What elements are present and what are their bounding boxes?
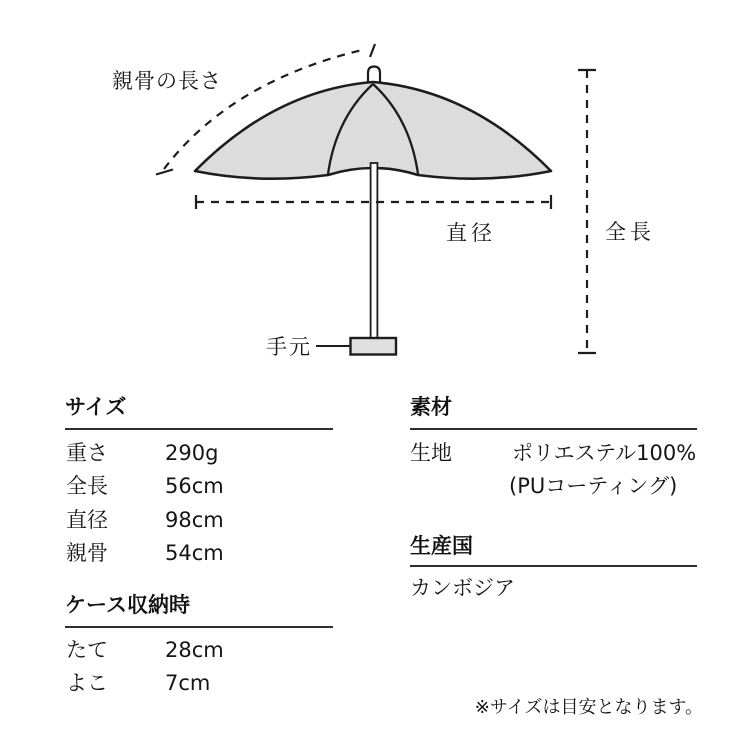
spec-value: 56cm — [165, 474, 224, 498]
diameter-label: 直径 — [446, 221, 496, 245]
origin-section-rule — [410, 565, 697, 567]
spec-label: 直径 — [66, 508, 108, 532]
size-disclaimer-footnote: ※サイズは目安となります。 — [474, 697, 703, 718]
spec-value: 54cm — [165, 541, 224, 565]
rib-length-arc-end-tick — [370, 44, 375, 57]
umbrella-shaft — [371, 163, 378, 339]
spec-value: ポリエステル100% — [512, 441, 697, 465]
case-section-heading: ケース収納時 — [65, 593, 190, 617]
spec-label: よこ — [66, 671, 108, 695]
material-section-rule — [410, 428, 697, 430]
spec-label: 重さ — [66, 441, 108, 465]
spec-label: たて — [66, 638, 108, 662]
handle-label: 手元 — [266, 335, 312, 359]
spec-value: 98cm — [165, 508, 224, 532]
material-section-heading: 素材 — [410, 395, 452, 419]
spec-label: 全長 — [66, 474, 108, 498]
spec-value: 28cm — [165, 638, 224, 662]
spec-label: 生地 — [410, 441, 452, 465]
spec-value: 7cm — [165, 671, 211, 695]
spec-value: (PUコーティング) — [509, 474, 678, 498]
spec-label: 親骨 — [66, 541, 108, 565]
rib-length-arc-start-tick — [156, 170, 173, 175]
origin-value: カンボジア — [410, 576, 515, 600]
size-section-heading: サイズ — [65, 395, 127, 419]
umbrella-handle — [351, 338, 397, 355]
total-length-label: 全長 — [605, 220, 655, 244]
case-section-rule — [65, 626, 333, 628]
umbrella-ferrule — [368, 67, 380, 84]
spec-value: 290g — [165, 441, 219, 465]
origin-section-heading: 生産国 — [410, 534, 473, 558]
rib-length-label: 親骨の長さ — [112, 69, 222, 93]
size-section-rule — [65, 428, 333, 430]
